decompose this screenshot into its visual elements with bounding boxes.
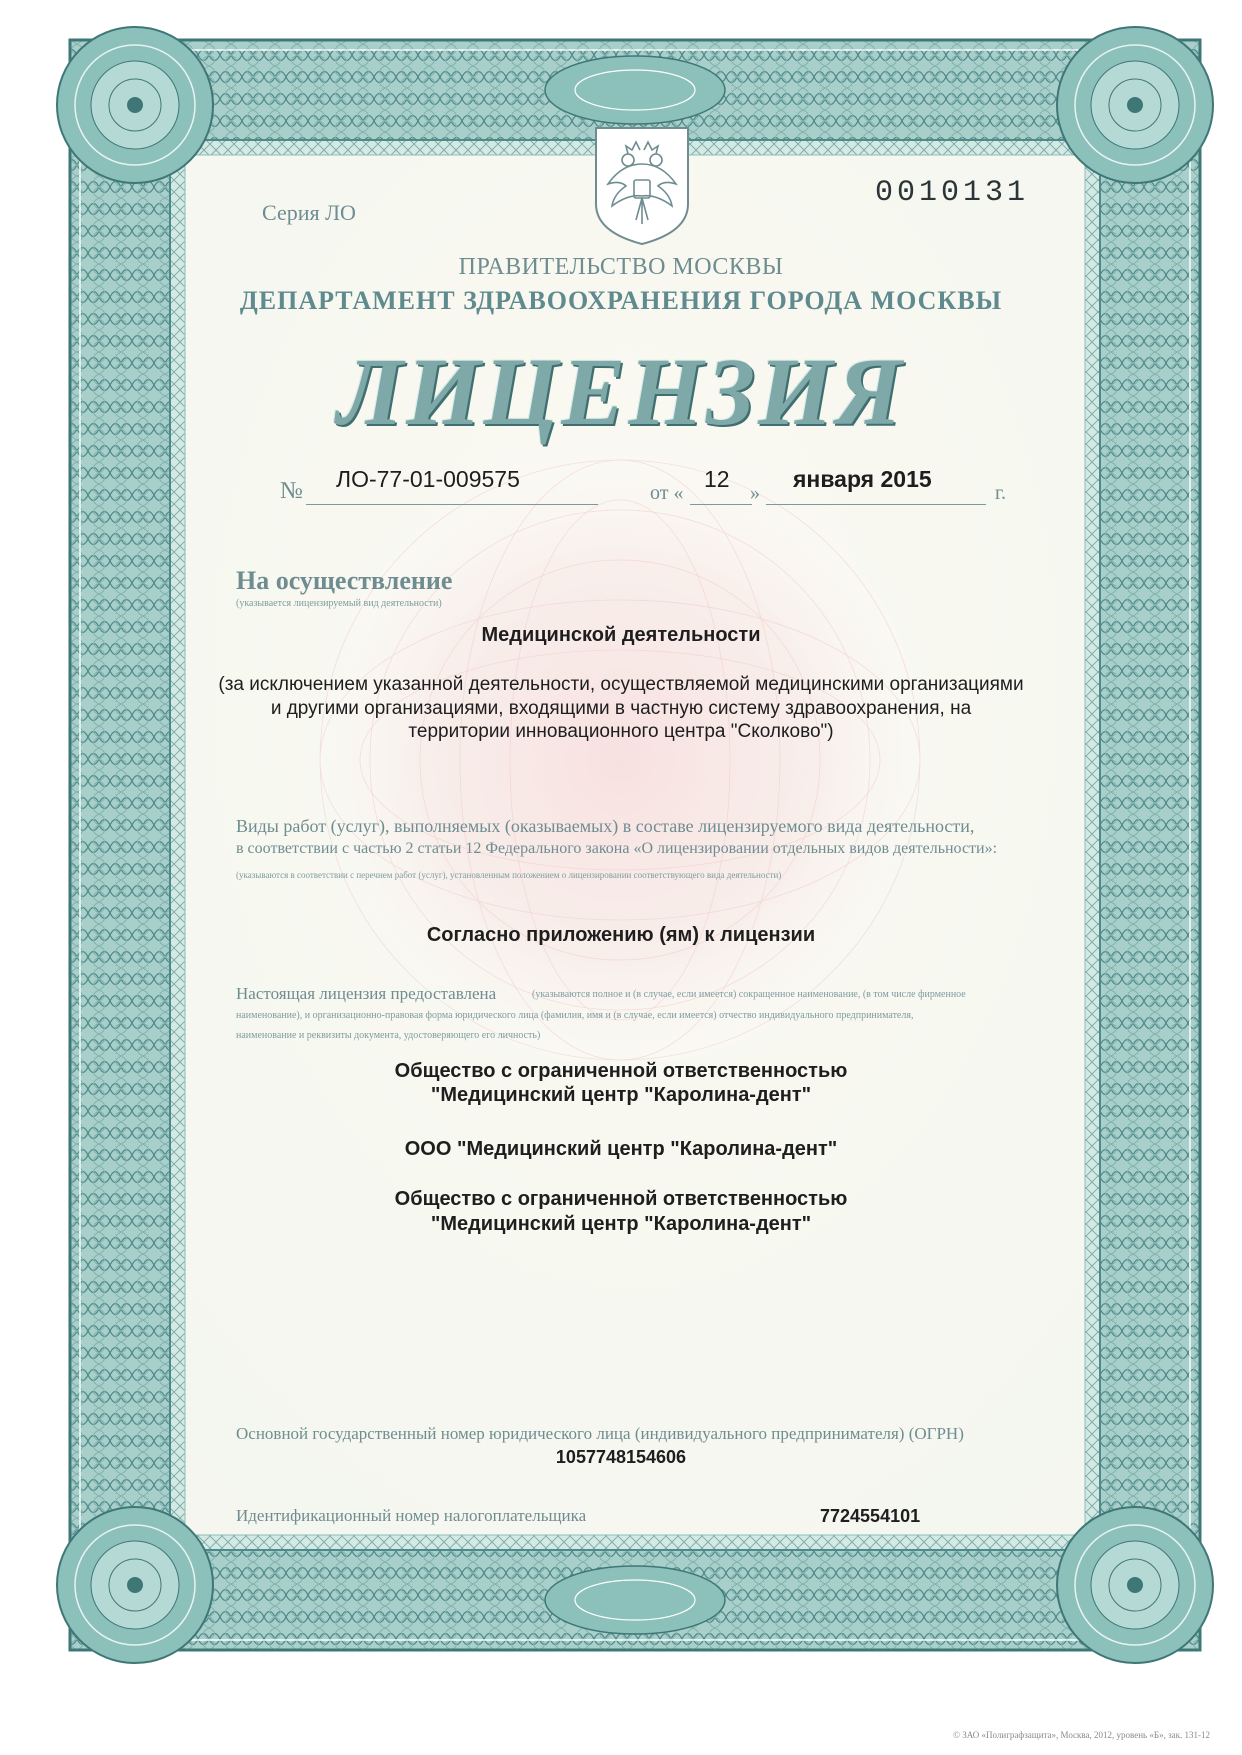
printer-note: © ЗАО «Полиграфзащита», Москва, 2012, уровень «Б», зак. 131-12 bbox=[953, 1730, 1210, 1740]
inn-label: Идентификационный номер налогоплательщика bbox=[236, 1506, 587, 1525]
license-day-close: » bbox=[750, 482, 760, 504]
ogrn-label: Основной государственный номер юридического лица (индивидуального предпринимателя) (ОГРН) bbox=[236, 1424, 964, 1443]
activity-name: Медицинской деятельности bbox=[481, 624, 761, 646]
double-headed-eagle-icon bbox=[592, 124, 692, 248]
issuer-department: ДЕПАРТАМЕНТ ЗДРАВООХРАНЕНИЯ ГОРОДА МОСКВЫ bbox=[239, 286, 1003, 315]
licensee-hint-line: (указываются полное и (в случае, если имеется) сокращенное наименование, (в том числе фирменное bbox=[532, 989, 966, 1000]
works-hint: (указываются в соответствии с перечнем работ (услуг), установленным положением о лицензировании соответствующего вида деятельности) bbox=[236, 870, 782, 880]
inn-value: 7724554101 bbox=[820, 1506, 921, 1526]
licensee-label: Настоящая лицензия предоставлена bbox=[236, 984, 497, 1003]
corner-rosette-top-left bbox=[57, 27, 213, 183]
activity-exclusion-line: территории инновационного центра "Сколково") bbox=[408, 721, 834, 742]
activity-label: На осуществление bbox=[236, 566, 453, 595]
license-month-year: января 2015 bbox=[793, 466, 932, 492]
license-month-line bbox=[766, 504, 986, 505]
works-value: Согласно приложению (ям) к лицензии bbox=[426, 924, 816, 946]
licensee-brand-name-line: "Медицинский центр "Каролина-дент" bbox=[430, 1213, 812, 1235]
license-number: ЛО-77-01-009575 bbox=[336, 466, 520, 492]
licensee-short-name: ООО "Медицинский центр "Каролина-дент" bbox=[404, 1138, 838, 1160]
series-label: Серия ЛО bbox=[262, 200, 356, 225]
licensee-brand-name-line: Общество с ограниченной ответственностью bbox=[394, 1188, 848, 1210]
blank-serial-number: 0010131 bbox=[875, 176, 1030, 210]
activity-exclusion-line: и другими организациями, входящими в частную систему здравоохранения, на bbox=[270, 698, 972, 719]
activity-exclusion-line: (за исключением указанной деятельности, осуществляемой медицинскими организациями bbox=[218, 674, 1024, 695]
works-label-line: Виды работ (услуг), выполняемых (оказываемых) в составе лицензируемого вида деятельности, bbox=[236, 816, 975, 836]
license-number-line bbox=[306, 504, 598, 505]
works-label-line: в соответствии с частью 2 статьи 12 Федерального закона «О лицензировании отдельных видов деятельности»: bbox=[236, 840, 998, 857]
licensee-full-name-line: "Медицинский центр "Каролина-дент" bbox=[430, 1084, 812, 1106]
licensee-hint-line: наименование и реквизиты документа, удостоверяющего его личность) bbox=[236, 1030, 541, 1041]
licensee-full-name-line: Общество с ограниченной ответственностью bbox=[394, 1060, 848, 1082]
licensee-hint-line: наименование), и организационно-правовая форма юридического лица (фамилия, имя и (в случае, если имеется) отчество индивидуального предпринимателя, bbox=[236, 1010, 914, 1021]
license-date-from-label: от « bbox=[650, 482, 684, 504]
ogrn-value: 1057748154606 bbox=[555, 1447, 687, 1467]
license-day: 12 bbox=[704, 466, 730, 492]
activity-hint: (указывается лицензируемый вид деятельности) bbox=[236, 598, 442, 609]
document-title: ЛИЦЕНЗИЯ bbox=[337, 338, 905, 445]
issuer-government: ПРАВИТЕЛЬСТВО МОСКВЫ bbox=[458, 254, 784, 280]
license-day-line bbox=[690, 504, 752, 505]
license-year-suffix: г. bbox=[995, 482, 1006, 504]
license-number-prefix: № bbox=[280, 478, 303, 504]
